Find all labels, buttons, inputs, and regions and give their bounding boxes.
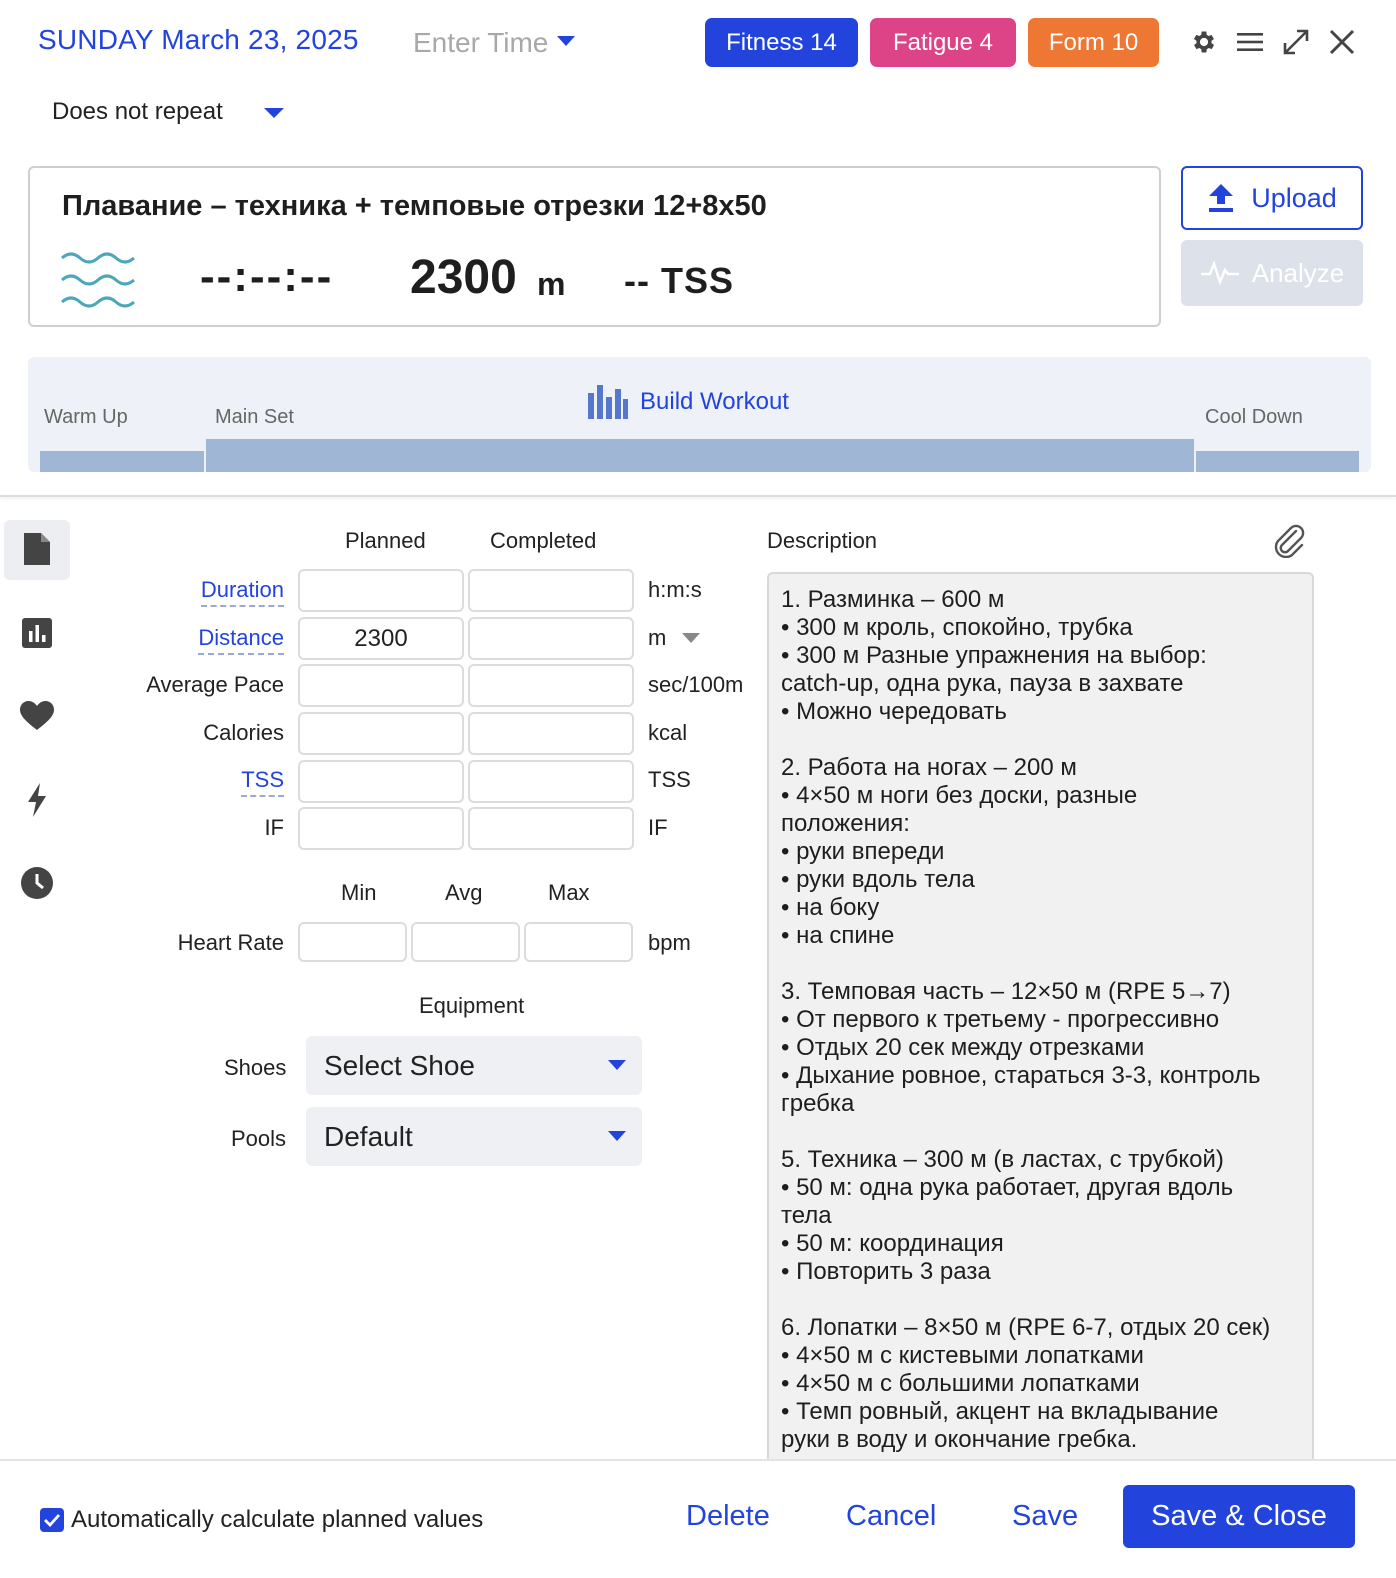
analyze-button[interactable] bbox=[1181, 240, 1363, 306]
repeat-select[interactable]: Does not repeat bbox=[52, 98, 223, 125]
description-text: 1. Разминка – 600 м • 300 м кроль, спокойно, трубка • 300 м Разные упражнения на выбор: catch-up, одна рука, пауза в захвате • Можно чередовать 2. Работа на ногах – 200 м • 4×50 м ноги без доски, разные положения: • руки впереди • руки вдоль тела • на боку • на спине 3. Темповая часть – 12×50 м (RPE 5→7) • От первого к третьему - прогрессивно • Отдых 20 сек между отрезками • Дыхание ровное, стараться 3-3, контроль гребка 5. Техника – 300 м (в ластах, с трубкой) • 50 м: одна рука работает, другая вдоль тела • 50 м: координация • Повторить 3 раза 6. Лопатки – 8×50 м (RPE 6-7, отдых 20 сек) • 4×50 м с кистевыми лопатками • 4×50 м с большими лопатками • Темп ровный, акцент на вкладывание руки в воду и окончание гребка. bbox=[781, 586, 1271, 1453]
summary-tss: -- TSS bbox=[624, 260, 734, 301]
cancel-button[interactable]: Cancel bbox=[846, 1500, 937, 1532]
bar-chart-icon bbox=[588, 385, 628, 419]
distance-unit[interactable]: m bbox=[648, 625, 667, 650]
distance-planned-input[interactable]: 2300 bbox=[298, 617, 464, 660]
shoes-select-value: Select Shoe bbox=[324, 1049, 475, 1081]
summary-duration: --:--:-- bbox=[200, 252, 334, 301]
hr-min-header: Min bbox=[341, 880, 377, 905]
calories-unit: kcal bbox=[648, 720, 688, 745]
completed-header: Completed bbox=[490, 528, 597, 553]
bar-chart-icon[interactable] bbox=[18, 614, 56, 652]
pools-select[interactable] bbox=[306, 1107, 642, 1166]
checkmark-icon bbox=[43, 1513, 61, 1527]
analyze-label: Analyze bbox=[1251, 257, 1345, 288]
duration-unit: h:m:s bbox=[648, 577, 702, 602]
document-icon[interactable] bbox=[18, 530, 56, 568]
duration-planned-input[interactable] bbox=[298, 569, 464, 612]
tss-label[interactable]: TSS bbox=[84, 767, 284, 793]
time-dropdown-icon[interactable] bbox=[557, 36, 575, 46]
pulse-icon bbox=[1200, 260, 1240, 286]
time-input[interactable]: Enter Time bbox=[413, 27, 549, 58]
menu-icon[interactable] bbox=[1234, 26, 1266, 58]
pace-unit: sec/100m bbox=[648, 672, 744, 697]
description-title: Description bbox=[767, 528, 878, 553]
swim-waves-icon bbox=[60, 248, 144, 317]
tss-unit: TSS bbox=[648, 767, 691, 792]
hr-unit: bpm bbox=[648, 930, 691, 955]
fitness-badge[interactable]: Fitness 14 bbox=[705, 18, 858, 67]
auto-calc-label[interactable]: Automatically calculate planned values bbox=[71, 1506, 484, 1533]
build-workout-label: Build Workout bbox=[640, 388, 789, 415]
summary-distance: 2300 bbox=[410, 251, 517, 304]
hr-max-header: Max bbox=[548, 880, 590, 905]
fatigue-badge[interactable]: Fatigue 4 bbox=[870, 18, 1016, 67]
if-planned-input[interactable] bbox=[298, 807, 464, 850]
save-button[interactable]: Save bbox=[1012, 1500, 1079, 1532]
pools-label: Pools bbox=[231, 1126, 287, 1151]
form-badge[interactable]: Form 10 bbox=[1028, 18, 1159, 67]
section-divider bbox=[0, 495, 1396, 497]
if-label: IF bbox=[264, 815, 284, 840]
auto-calc-checkbox[interactable] bbox=[40, 1508, 64, 1532]
description-textarea[interactable] bbox=[767, 572, 1314, 1472]
pace-label: Average Pace bbox=[146, 672, 284, 697]
segment-bar-mainset[interactable] bbox=[206, 439, 1194, 472]
upload-icon bbox=[1207, 182, 1235, 214]
pace-planned-input[interactable] bbox=[298, 664, 464, 707]
build-workout-link[interactable] bbox=[588, 385, 789, 419]
summary-distance-unit: m bbox=[537, 266, 566, 302]
equipment-title: Equipment bbox=[419, 993, 525, 1018]
lightning-icon[interactable] bbox=[18, 781, 56, 819]
workout-date[interactable]: SUNDAY March 23, 2025 bbox=[38, 24, 359, 55]
hr-max-input[interactable] bbox=[524, 922, 633, 962]
hr-avg-input[interactable] bbox=[411, 922, 520, 962]
shoes-label: Shoes bbox=[224, 1055, 287, 1080]
distance-unit-dropdown-icon[interactable] bbox=[682, 633, 700, 643]
segment-bar-warmup[interactable] bbox=[40, 451, 204, 472]
pace-completed-input[interactable] bbox=[468, 664, 634, 707]
hr-avg-header: Avg bbox=[445, 880, 483, 905]
save-close-button[interactable]: Save & Close bbox=[1123, 1485, 1355, 1548]
segment-label-cooldown: Cool Down bbox=[1205, 406, 1303, 428]
if-completed-input[interactable] bbox=[468, 807, 634, 850]
calories-label: Calories bbox=[203, 720, 284, 745]
duration-completed-input[interactable] bbox=[468, 569, 634, 612]
distance-completed-input[interactable] bbox=[468, 617, 634, 660]
distance-label[interactable]: Distance bbox=[84, 625, 284, 651]
duration-label[interactable]: Duration bbox=[84, 577, 284, 603]
gear-icon[interactable] bbox=[1188, 26, 1220, 58]
upload-button[interactable] bbox=[1181, 166, 1363, 230]
pools-select-value: Default bbox=[324, 1120, 413, 1152]
segment-label-warmup: Warm Up bbox=[44, 406, 128, 428]
calories-planned-input[interactable] bbox=[298, 712, 464, 755]
hr-min-input[interactable] bbox=[298, 922, 407, 962]
chevron-down-icon[interactable] bbox=[264, 108, 284, 118]
paperclip-icon[interactable] bbox=[1272, 522, 1306, 563]
if-unit: IF bbox=[648, 815, 668, 840]
segment-label-mainset: Main Set bbox=[215, 406, 294, 428]
delete-button[interactable]: Delete bbox=[686, 1500, 770, 1532]
heart-rate-label: Heart Rate bbox=[177, 930, 284, 955]
tss-planned-input[interactable] bbox=[298, 760, 464, 803]
chevron-down-icon bbox=[608, 1131, 626, 1141]
tss-completed-input[interactable] bbox=[468, 760, 634, 803]
expand-icon[interactable] bbox=[1280, 26, 1312, 58]
calories-completed-input[interactable] bbox=[468, 712, 634, 755]
workout-title[interactable]: Плавание – техника + темповые отрезки 12+8x50 bbox=[62, 190, 767, 222]
shoes-select[interactable] bbox=[306, 1036, 642, 1095]
close-icon[interactable] bbox=[1326, 26, 1358, 58]
planned-header: Planned bbox=[345, 528, 426, 553]
clock-icon[interactable] bbox=[18, 864, 56, 902]
heart-icon[interactable] bbox=[18, 697, 56, 735]
segment-bar-cooldown[interactable] bbox=[1196, 451, 1359, 472]
chevron-down-icon bbox=[608, 1060, 626, 1070]
upload-label: Upload bbox=[1251, 182, 1337, 213]
